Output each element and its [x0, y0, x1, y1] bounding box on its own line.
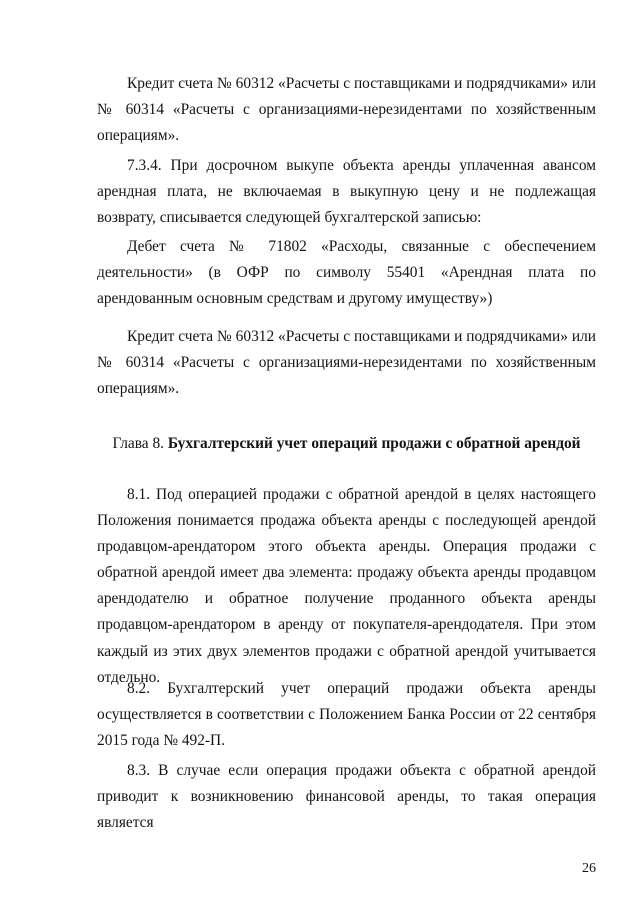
- page-number: 26: [582, 861, 596, 876]
- paragraph-8-3: 8.3. В случае если операция продажи объекта с обратной арендой приводит к возникновению финансовой аренды, то такая операция является: [97, 762, 596, 832]
- chapter-heading: [97, 431, 596, 457]
- paragraph-8-2: 8.2. Бухгалтерский учет операций продажи объекта аренды осуществляется в соответствии с Положением Банка России от 22 сентября 2015 года № 492-П.: [97, 680, 596, 750]
- paragraph-7-3-4: 7.3.4. При досрочном выкупе объекта аренды уплаченная авансом арендная плата, не включаемая в выкупную цену и не подлежащая возврату, списывается следующей бухгалтерской записью:: [97, 157, 596, 227]
- paragraph-debit-account: Дебет счета № 71802 «Расходы, связанные с обеспечением деятельности» (в ОФР по символу 55401 «Арендная плата по арендованным основным средствам и другому имуществу»): [97, 238, 596, 308]
- chapter-title: Бухгалтерский учет операций продажи с обратной арендой: [167, 435, 581, 452]
- chapter-number: Глава 8.: [112, 435, 164, 452]
- paragraph-credit-account-2: Кредит счета № 60312 «Расчеты с поставщиками и подрядчиками» или № 60314 «Расчеты с организациями-нерезидентами по хозяйственным операциям».: [97, 328, 596, 398]
- paragraph-8-1: 8.1. Под операцией продажи с обратной арендой в целях настоящего Положения понимается продажа объекта аренды с последующей арендой продавцом-арендатором этого объекта аренды. Операция продажи с обратной арендой имеет два элемента: продажу объекта аренды продавцом арендодателю и обратное получение проданного объекта аренды продавцом-арендатором в аренду от покупателя-арендодателя. При этом каждый из этих двух элементов продажи с обратной арендой учитывается отдельно.: [97, 486, 596, 686]
- paragraph-credit-account-1: Кредит счета № 60312 «Расчеты с поставщиками и подрядчиками» или № 60314 «Расчеты с организациями-нерезидентами по хозяйственным операциям».: [97, 75, 596, 145]
